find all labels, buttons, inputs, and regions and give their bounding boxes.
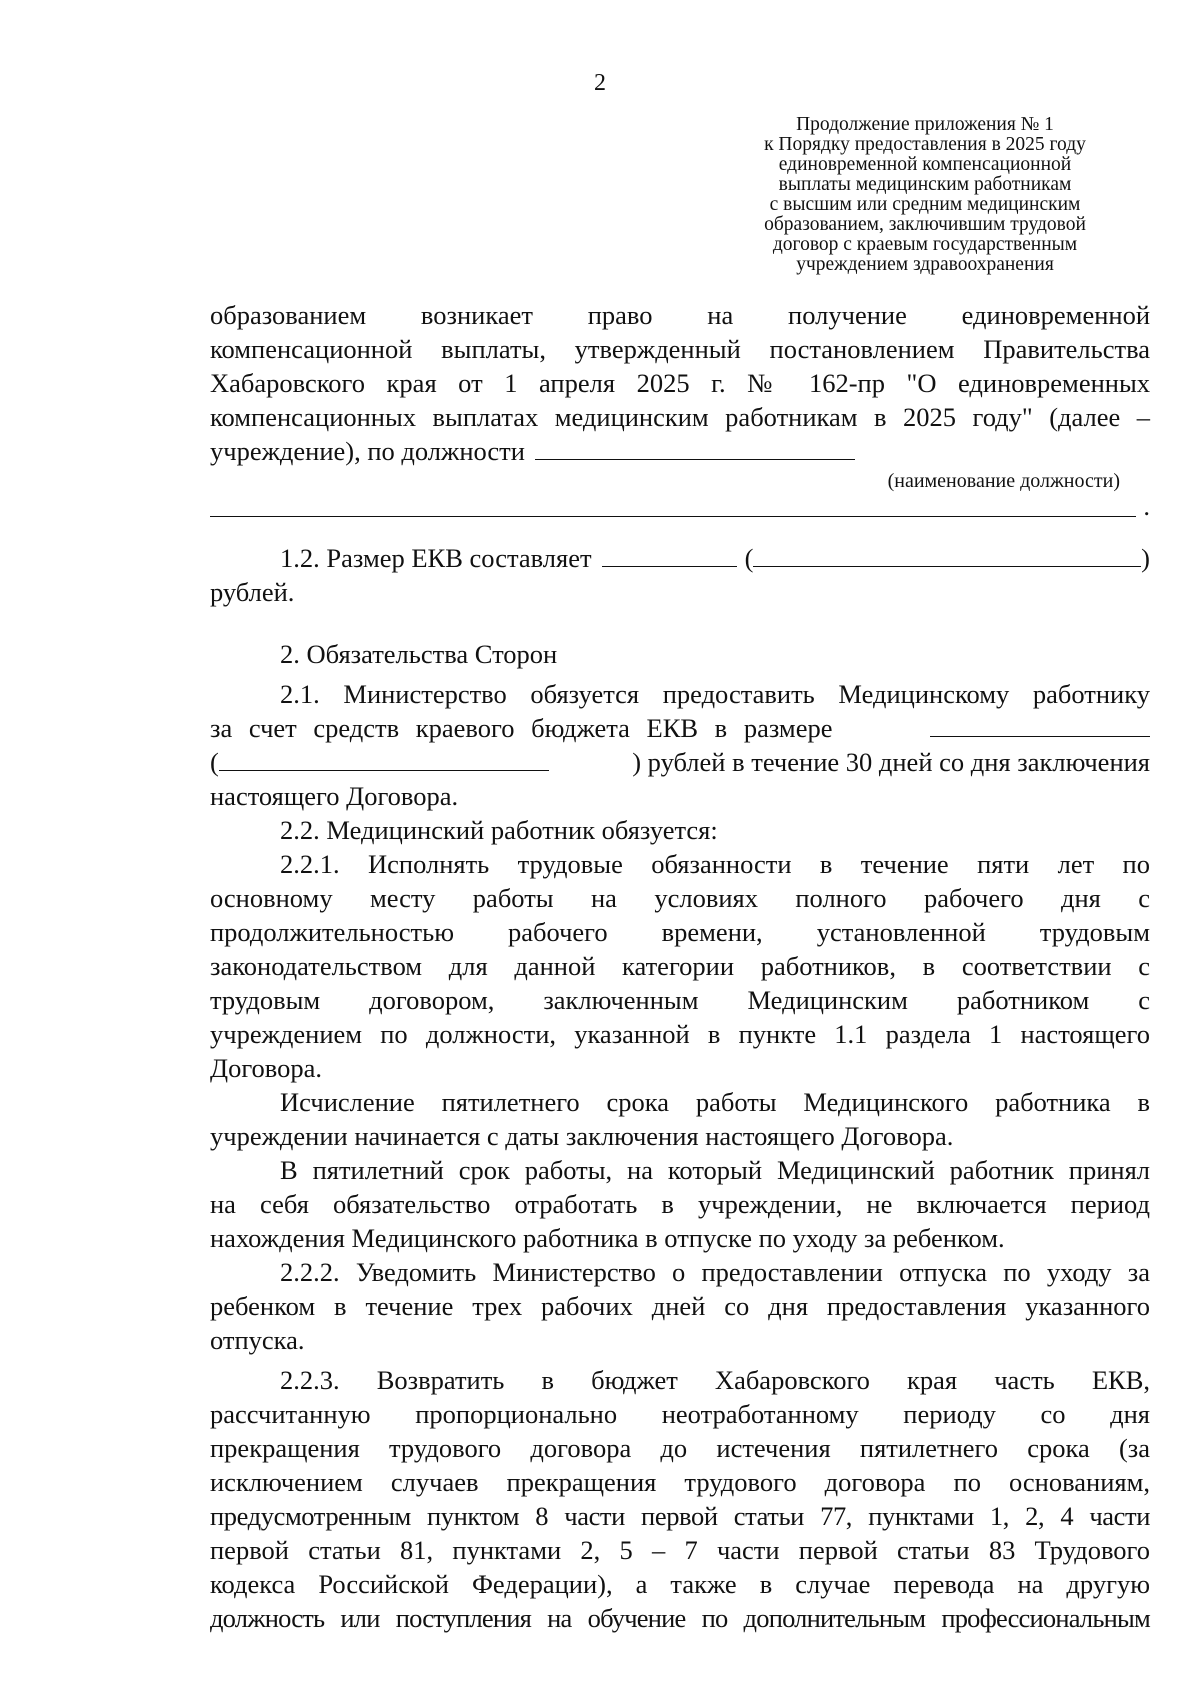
p-2-2-1-line: продолжительностью рабочего времени, установленной трудовым bbox=[210, 917, 1150, 947]
p-2-2-2-line: 2.2.2. Уведомить Министерство о предоставлении отпуска по уходу за bbox=[280, 1257, 1150, 1287]
p-calc-line: учреждении начинается с даты заключения настоящего Договора. bbox=[210, 1121, 954, 1151]
intro-line: Хабаровского края от 1 апреля 2025 г. № 162-пр "О единовременных bbox=[210, 368, 1150, 398]
p-2-2: 2.2. Медицинский работник обязуется: bbox=[280, 815, 718, 845]
p-2-2-1-line: трудовым договором, заключенным Медицинским работником с bbox=[210, 985, 1150, 1015]
p-2-1-line3-row bbox=[210, 745, 1150, 779]
p-2-2-3-line: кодекса Российской Федерации), а также в случае перевода на другую bbox=[210, 1569, 1150, 1599]
p-2-1-line2-row bbox=[210, 711, 1150, 745]
p-2-2-1-line: учреждением по должности, указанной в пункте 1.1 раздела 1 настоящего bbox=[210, 1019, 1150, 1049]
p-2-1-line: 2.1. Министерство обязуется предоставить Медицинскому работнику bbox=[280, 679, 1150, 709]
ekv-amount-blank[interactable] bbox=[602, 542, 737, 567]
p-2-2-1-line: законодательством для данной категории работников, в соответствии с bbox=[210, 951, 1150, 981]
p-2-1-line: настоящего Договора. bbox=[210, 781, 459, 811]
intro-line: образованием возникает право на получение единовременной bbox=[210, 300, 1150, 330]
section-1-2-continuation: рублей. bbox=[210, 577, 295, 607]
p-2-2-2-line: ребенком в течение трех рабочих дней со дня предоставления указанного bbox=[210, 1291, 1150, 1321]
p-term-line: на себя обязательство отработать в учреждении, не включается период bbox=[210, 1189, 1150, 1219]
page-number: 2 bbox=[594, 70, 606, 96]
position-continuation-blank[interactable] bbox=[210, 494, 1136, 517]
appendix-header-line: Продолжение приложения № 1 bbox=[796, 114, 1054, 135]
appendix-header-line: единовременной компенсационной bbox=[778, 154, 1072, 175]
position-continuation-row bbox=[210, 491, 1150, 521]
ekv-sum-words-blank[interactable] bbox=[219, 746, 549, 771]
p-2-2-2-line: отпуска. bbox=[210, 1325, 305, 1355]
appendix-header-line: выплаты медицинским работникам bbox=[778, 174, 1072, 195]
p-2-2-3-line: исключением случаев прекращения трудового договора по основаниям, bbox=[210, 1467, 1150, 1497]
p-2-2-3-line: предусмотренным пунктом 8 части первой статьи 77, пунктами 1, 2, 4 части bbox=[210, 1501, 1150, 1531]
section-1-2-text: 1.2. Размер ЕКВ составляет bbox=[280, 543, 592, 573]
intro-line: компенсационной выплаты, утвержденный постановлением Правительства bbox=[210, 334, 1150, 364]
ekv-sum-blank[interactable] bbox=[930, 712, 1150, 737]
p-2-2-3-line: рассчитанную пропорционально неотработанному периоду со дня bbox=[210, 1399, 1150, 1429]
p-calc-line: Исчисление пятилетнего срока работы Медицинского работника в bbox=[280, 1087, 1150, 1117]
ekv-amount-words-blank[interactable] bbox=[753, 542, 1141, 567]
intro-line: компенсационных выплатах медицинским работникам в 2025 году" (далее – bbox=[210, 402, 1150, 432]
p-2-2-3-line: 2.2.3. Возвратить в бюджет Хабаровского края часть ЕКВ, bbox=[280, 1365, 1150, 1395]
position-label: учреждение), по должности bbox=[210, 436, 525, 466]
position-line-end: . bbox=[1143, 491, 1150, 521]
position-caption: (наименование должности) bbox=[887, 470, 1120, 492]
document-body bbox=[210, 298, 1150, 1635]
section-2-title: 2. Обязательства Сторон bbox=[280, 639, 558, 669]
p-2-2-1-line: Договора. bbox=[210, 1053, 323, 1083]
section-1-2-row bbox=[210, 541, 1150, 575]
p-2-2-1-line: 2.2.1. Исполнять трудовые обязанности в течение пяти лет по bbox=[280, 849, 1150, 879]
position-row bbox=[210, 434, 1150, 468]
p-2-2-1-line: основному месту работы на условиях полного рабочего дня с bbox=[210, 883, 1150, 913]
p-term-line: В пятилетний срок работы, на который Медицинский работник принял bbox=[280, 1155, 1150, 1185]
p-2-2-3-line: прекращения трудового договора до истечения пятилетнего срока (за bbox=[210, 1433, 1150, 1463]
appendix-header-line: образованием, заключившим трудовой bbox=[764, 214, 1086, 235]
appendix-header-line: с высшим или средним медицинским bbox=[769, 194, 1081, 215]
p-2-2-3-line: первой статьи 81, пунктами 2, 5 – 7 части первой статьи 83 Трудового bbox=[210, 1535, 1150, 1565]
appendix-header-line: договор с краевым государственным bbox=[772, 234, 1078, 255]
p-2-1-line2-text: за счет средств краевого бюджета ЕКВ в размере bbox=[210, 713, 833, 743]
position-blank-field[interactable] bbox=[535, 435, 855, 460]
p-2-1-line3-text: ) рублей в течение 30 дней со дня заключения bbox=[632, 747, 1150, 777]
open-paren: ( bbox=[744, 543, 754, 573]
appendix-header bbox=[700, 115, 1150, 275]
close-paren: ) bbox=[1141, 543, 1150, 573]
appendix-header-line: к Порядку предоставления в 2025 году bbox=[764, 134, 1086, 155]
p-term-line: нахождения Медицинского работника в отпуске по уходу за ребенком. bbox=[210, 1223, 1005, 1253]
appendix-header-line: учреждением здравоохранения bbox=[796, 254, 1054, 275]
p-2-2-3-line: должность или поступления на обучение по дополнительным профессиональным bbox=[210, 1603, 1150, 1633]
p-2-1-open-paren: ( bbox=[210, 747, 219, 777]
